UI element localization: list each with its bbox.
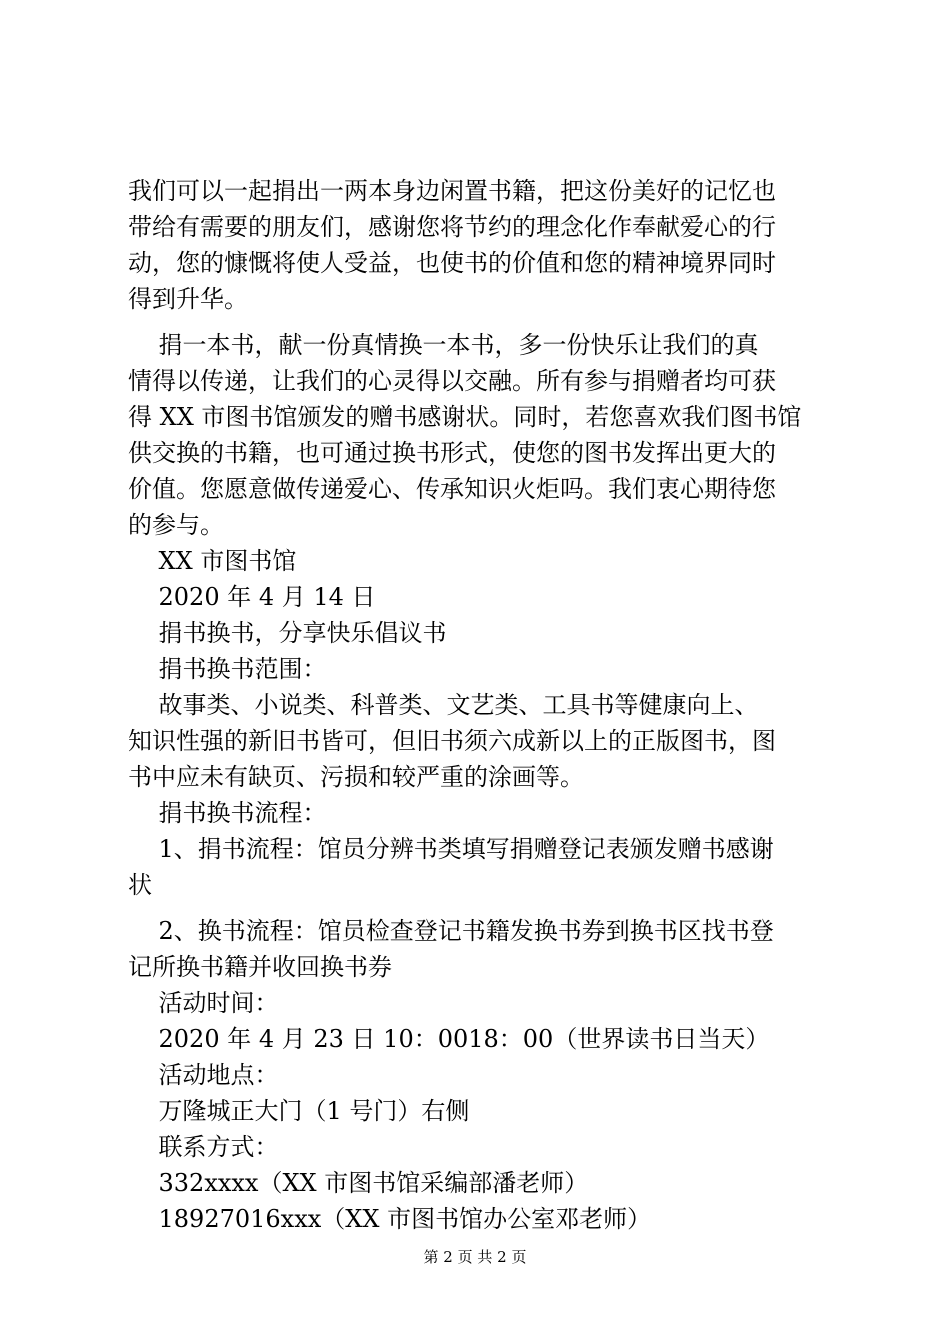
- page-number-footer: 第 2 页 共 2 页: [423, 1248, 527, 1266]
- section-heading: 活动地点：: [128, 1061, 279, 1089]
- body-line: 1、捐书流程：馆员分辨书类填写捐赠登记表颁发赠书感谢: [128, 835, 774, 863]
- signature-organization: XX 市图书馆: [128, 547, 297, 575]
- section-heading: 捐书换书流程：: [128, 799, 327, 827]
- body-line: 动，您的慷慨将使人受益，也使书的价值和您的精神境界同时: [128, 249, 776, 277]
- body-line: 故事类、小说类、科普类、文艺类、工具书等健康向上、: [128, 691, 759, 719]
- signature-date: 2020 年 4 月 14 日: [128, 583, 376, 611]
- body-line: 书中应未有缺页、污损和较严重的涂画等。: [128, 763, 584, 791]
- body-line: 价值。您愿意做传递爱心、传承知识火炬吗。我们衷心期待您: [128, 475, 776, 503]
- body-line: 332xxxx（XX 市图书馆采编部潘老师）: [128, 1169, 589, 1197]
- body-line: 的参与。: [128, 511, 224, 539]
- body-line: 18927016xxx（XX 市图书馆办公室邓老师）: [128, 1205, 652, 1233]
- body-line: 我们可以一起捐出一两本身边闲置书籍，把这份美好的记忆也: [128, 177, 776, 205]
- body-line: 情得以传递，让我们的心灵得以交融。所有参与捐赠者均可获: [128, 367, 776, 395]
- body-line: 捐一本书，献一份真情换一本书，多一份快乐让我们的真: [128, 331, 759, 359]
- body-line: 记所换书籍并收回换书券: [128, 953, 392, 981]
- body-line: 状: [128, 871, 152, 899]
- section-title: 捐书换书，分享快乐倡议书: [128, 619, 447, 647]
- body-line: 知识性强的新旧书皆可，但旧书须六成新以上的正版图书，图: [128, 727, 776, 755]
- body-line: 万隆城正大门（1 号门）右侧: [128, 1097, 470, 1125]
- section-heading: 捐书换书范围：: [128, 655, 327, 683]
- body-line: 2020 年 4 月 23 日 10：0018：00（世界读书日当天）: [128, 1025, 770, 1053]
- section-heading: 联系方式：: [128, 1133, 279, 1161]
- body-line: 2、换书流程：馆员检查登记书籍发换书券到换书区找书登: [128, 917, 774, 945]
- body-line: 带给有需要的朋友们，感谢您将节约的理念化作奉献爱心的行: [128, 213, 776, 241]
- body-line: 供交换的书籍，也可通过换书形式，使您的图书发挥出更大的: [128, 439, 776, 467]
- body-line: 得到升华。: [128, 285, 248, 313]
- body-line: 得 XX 市图书馆颁发的赠书感谢状。同时，若您喜欢我们图书馆: [128, 403, 802, 431]
- section-heading: 活动时间：: [128, 989, 279, 1017]
- document-body: [128, 173, 836, 1237]
